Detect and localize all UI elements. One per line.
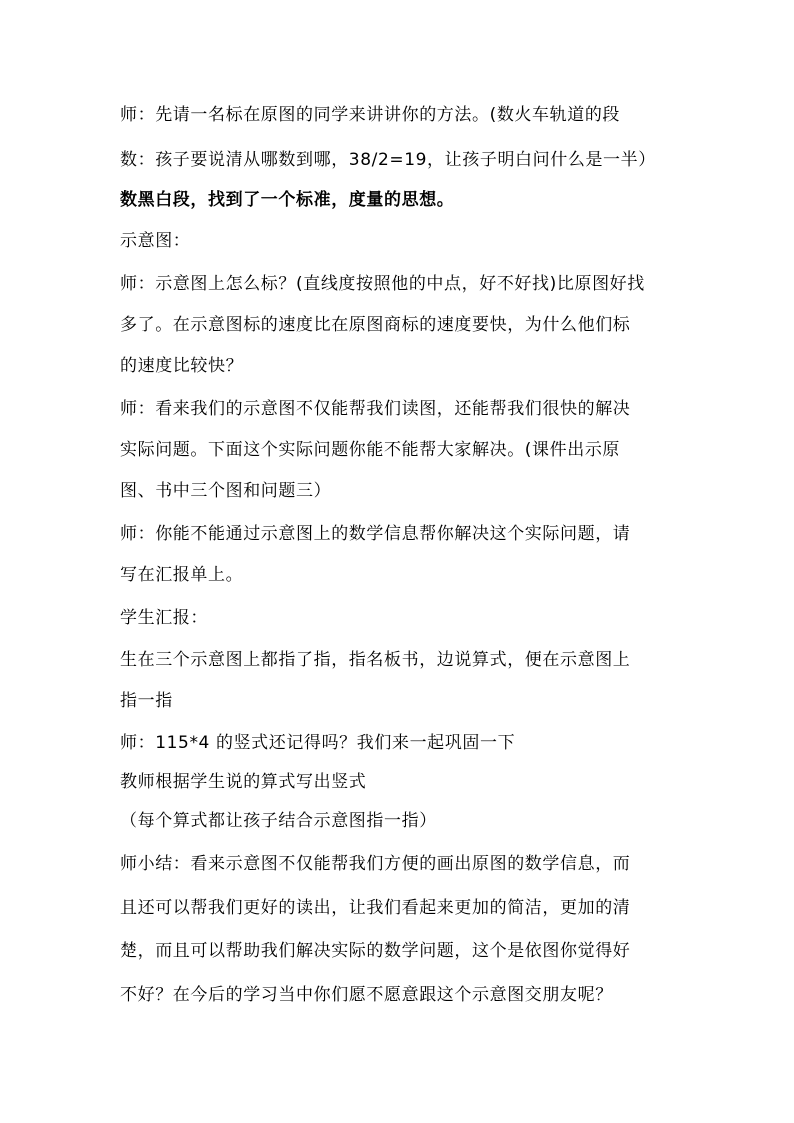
paragraph-line: 且还可以帮我们更好的读出，让我们看起来更加的简洁，更加的清	[120, 898, 631, 918]
paragraph-line: 师：示意图上怎么标？(直线度按照他的中点，好不好找)比原图好找	[120, 274, 645, 294]
bold-statement: 数黑白段，找到了一个标准，度量的思想。	[120, 190, 455, 210]
paragraph-line: 数：孩子要说清从哪数到哪，38/2=19，让孩子明白问什么是一半）	[120, 150, 656, 170]
section-label: 示意图：	[120, 231, 191, 251]
paragraph-line: 不好？在今后的学习当中你们愿不愿意跟这个示意图交朋友呢？	[120, 985, 613, 1005]
paragraph-line: （每个算式都让孩子结合示意图指一指）	[120, 811, 437, 831]
paragraph-line: 实际问题。下面这个实际问题你能不能帮大家解决。(课件出示原	[120, 440, 621, 460]
paragraph-line: 师：你能不能通过示意图上的数学信息帮你解决这个实际问题，请	[120, 524, 631, 544]
paragraph-line: 师：115*4 的竖式还记得吗？我们来一起巩固一下	[120, 733, 516, 753]
paragraph-line: 图、书中三个图和问题三）	[120, 481, 332, 501]
paragraph-line: 教师根据学生说的算式写出竖式	[120, 772, 367, 792]
paragraph-line: 的速度比较快？	[120, 356, 244, 376]
paragraph-line: 师：先请一名标在原图的同学来讲讲你的方法。(数火车轨道的段	[120, 105, 621, 125]
paragraph-line: 师：看来我们的示意图不仅能帮我们读图，还能帮我们很快的解决	[120, 399, 631, 419]
paragraph-line: 多了。在示意图标的速度比在原图商标的速度要快，为什么他们标	[120, 315, 631, 335]
paragraph-line: 师小结：看来示意图不仅能帮我们方便的画出原图的数学信息，而	[120, 854, 631, 874]
paragraph-line: 指一指	[120, 691, 173, 711]
section-label: 学生汇报：	[120, 608, 208, 628]
paragraph-line: 生在三个示意图上都指了指，指名板书，边说算式，便在示意图上	[120, 650, 631, 670]
paragraph-line: 写在汇报单上。	[120, 565, 244, 585]
paragraph-line: 楚，而且可以帮助我们解决实际的数学问题，这个是依图你觉得好	[120, 941, 631, 961]
